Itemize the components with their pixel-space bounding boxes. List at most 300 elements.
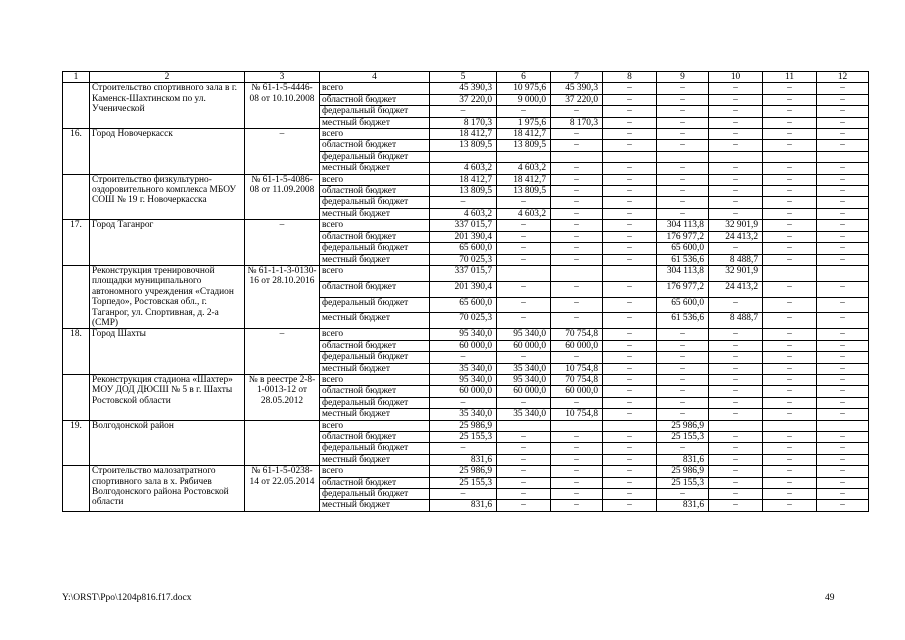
header-cell: 4 <box>320 72 430 83</box>
amount-cell: – <box>497 254 551 265</box>
row-number <box>63 265 90 328</box>
amount-cell: – <box>603 432 657 443</box>
amount-cell: 337 015,7 <box>430 265 497 281</box>
amount-cell: – <box>430 443 497 454</box>
amount-cell: 13 809,5 <box>497 186 551 197</box>
amount-cell: – <box>763 254 817 265</box>
amount-cell: – <box>763 500 817 511</box>
amount-cell: 35 340,0 <box>430 363 497 374</box>
amount-cell: – <box>603 443 657 454</box>
amount-cell: – <box>817 208 869 219</box>
amount-cell: – <box>709 363 763 374</box>
amount-cell: – <box>497 231 551 242</box>
amount-cell: 37 220,0 <box>551 94 603 105</box>
amount-cell: – <box>497 443 551 454</box>
amount-cell: 18 412,7 <box>497 129 551 140</box>
funding-source: областной бюджет <box>320 231 430 242</box>
row-number: 17. <box>63 220 90 266</box>
table-row <box>63 265 869 281</box>
amount-cell: 831,6 <box>430 454 497 465</box>
object-name: Волгодонской район <box>90 420 245 466</box>
amount-cell: – <box>603 340 657 351</box>
amount-cell: 8 170,3 <box>430 117 497 128</box>
expertise-reference: № 61-1-5-0238-14 от 22.05.2014 <box>245 466 320 512</box>
amount-cell: 10 975,6 <box>497 83 551 94</box>
expertise-reference: – <box>245 129 320 175</box>
amount-cell: – <box>763 313 817 329</box>
amount-cell: – <box>763 186 817 197</box>
amount-cell: – <box>709 106 763 117</box>
amount-cell: – <box>603 409 657 420</box>
object-name: Город Таганрог <box>90 220 245 266</box>
row-number: 19. <box>63 420 90 466</box>
amount-cell: – <box>763 281 817 297</box>
amount-cell: – <box>709 443 763 454</box>
amount-cell: – <box>763 117 817 128</box>
amount-cell: – <box>603 363 657 374</box>
amount-cell: – <box>817 466 869 477</box>
amount-cell: – <box>817 83 869 94</box>
amount-cell: 65 600,0 <box>430 297 497 313</box>
amount-cell: – <box>551 129 603 140</box>
row-number: 18. <box>63 329 90 375</box>
funding-source: областной бюджет <box>320 94 430 105</box>
amount-cell: – <box>657 352 709 363</box>
amount-cell: – <box>497 313 551 329</box>
amount-cell <box>817 265 869 281</box>
amount-cell: – <box>551 489 603 500</box>
amount-cell: – <box>817 254 869 265</box>
amount-cell: – <box>763 208 817 219</box>
amount-cell: – <box>817 281 869 297</box>
amount-cell: – <box>657 208 709 219</box>
amount-cell: – <box>709 117 763 128</box>
funding-source: областной бюджет <box>320 186 430 197</box>
amount-cell: – <box>603 477 657 488</box>
row-number <box>63 83 90 129</box>
amount-cell: – <box>603 352 657 363</box>
amount-cell: 1 975,6 <box>497 117 551 128</box>
expertise-reference: № 61-1-1-3-0130-16 от 28.10.2016 <box>245 265 320 328</box>
amount-cell: – <box>430 352 497 363</box>
amount-cell: 4 603,2 <box>430 208 497 219</box>
amount-cell: 201 390,4 <box>430 281 497 297</box>
amount-cell: 304 113,8 <box>657 265 709 281</box>
amount-cell: – <box>551 106 603 117</box>
row-number <box>63 374 90 420</box>
amount-cell: – <box>497 220 551 231</box>
amount-cell: – <box>657 140 709 151</box>
amount-cell: – <box>603 117 657 128</box>
amount-cell: – <box>497 432 551 443</box>
amount-cell: 35 340,0 <box>497 409 551 420</box>
amount-cell <box>763 151 817 162</box>
amount-cell: – <box>551 313 603 329</box>
amount-cell: 24 413,2 <box>709 281 763 297</box>
amount-cell: 25 986,9 <box>657 420 709 431</box>
amount-cell: – <box>603 231 657 242</box>
amount-cell <box>709 151 763 162</box>
amount-cell: – <box>763 432 817 443</box>
header-cell: 3 <box>245 72 320 83</box>
amount-cell: – <box>763 397 817 408</box>
funding-source: федеральный бюджет <box>320 243 430 254</box>
header-cell: 6 <box>497 72 551 83</box>
amount-cell: 10 754,8 <box>551 363 603 374</box>
amount-cell: 35 340,0 <box>497 363 551 374</box>
amount-cell: 60 000,0 <box>497 386 551 397</box>
row-number: 16. <box>63 129 90 175</box>
funding-source: федеральный бюджет <box>320 397 430 408</box>
amount-cell: – <box>657 329 709 340</box>
amount-cell: – <box>657 409 709 420</box>
amount-cell: 337 015,7 <box>430 220 497 231</box>
object-name: Город Шахты <box>90 329 245 375</box>
amount-cell: – <box>551 500 603 511</box>
amount-cell: 831,6 <box>657 454 709 465</box>
funding-source: местный бюджет <box>320 500 430 511</box>
expertise-reference <box>245 420 320 466</box>
amount-cell: 18 412,7 <box>497 174 551 185</box>
funding-source: местный бюджет <box>320 409 430 420</box>
table-row <box>63 129 869 140</box>
amount-cell: 95 340,0 <box>497 374 551 385</box>
row-number <box>63 174 90 220</box>
amount-cell: – <box>657 174 709 185</box>
funding-source: областной бюджет <box>320 386 430 397</box>
amount-cell: – <box>551 477 603 488</box>
amount-cell: – <box>497 281 551 297</box>
funding-source: всего <box>320 220 430 231</box>
funding-source: всего <box>320 174 430 185</box>
amount-cell: – <box>817 117 869 128</box>
amount-cell: – <box>709 297 763 313</box>
funding-source: федеральный бюджет <box>320 489 430 500</box>
amount-cell: – <box>817 163 869 174</box>
object-name: Реконструкция тренировочной площадки муниципального автономного учреждения «Стадион Торпедо», Ростовская обл., г. Таганрог, ул. Спортивная, д. 2-а (СМР) <box>90 265 245 328</box>
amount-cell: – <box>657 363 709 374</box>
amount-cell: 35 340,0 <box>430 409 497 420</box>
amount-cell: – <box>657 340 709 351</box>
amount-cell: – <box>603 500 657 511</box>
table-row <box>63 374 869 385</box>
object-name: Строительство физкультурно-оздоровительного комплекса МБОУ СОШ № 19 г. Новочеркасска <box>90 174 245 220</box>
amount-cell: – <box>817 374 869 385</box>
amount-cell: – <box>763 231 817 242</box>
table-row <box>63 466 869 477</box>
amount-cell: – <box>551 208 603 219</box>
amount-cell: – <box>551 397 603 408</box>
amount-cell: – <box>763 297 817 313</box>
amount-cell: – <box>709 374 763 385</box>
amount-cell: – <box>763 352 817 363</box>
amount-cell: – <box>817 106 869 117</box>
amount-cell: – <box>551 197 603 208</box>
amount-cell: – <box>709 500 763 511</box>
footer-page-number: 49 <box>825 593 835 603</box>
amount-cell: 18 412,7 <box>430 129 497 140</box>
amount-cell: – <box>817 220 869 231</box>
amount-cell: – <box>709 329 763 340</box>
amount-cell: – <box>709 432 763 443</box>
budget-table <box>62 71 869 512</box>
funding-source: местный бюджет <box>320 254 430 265</box>
amount-cell: – <box>497 500 551 511</box>
object-name: Город Новочеркасск <box>90 129 245 175</box>
amount-cell: – <box>817 397 869 408</box>
funding-source: местный бюджет <box>320 117 430 128</box>
object-name: Строительство спортивного зала в г. Каменск-Шахтинском по ул. Ученической <box>90 83 245 129</box>
amount-cell: 25 155,3 <box>430 477 497 488</box>
amount-cell: – <box>657 386 709 397</box>
amount-cell: – <box>763 163 817 174</box>
amount-cell <box>551 420 603 431</box>
amount-cell: – <box>551 254 603 265</box>
amount-cell: 831,6 <box>657 500 709 511</box>
amount-cell: 18 412,7 <box>430 174 497 185</box>
amount-cell: – <box>551 297 603 313</box>
amount-cell: – <box>817 243 869 254</box>
amount-cell: – <box>657 83 709 94</box>
amount-cell: 65 600,0 <box>430 243 497 254</box>
amount-cell: – <box>763 443 817 454</box>
funding-source: всего <box>320 129 430 140</box>
amount-cell: – <box>709 94 763 105</box>
amount-cell: – <box>817 443 869 454</box>
amount-cell: – <box>657 106 709 117</box>
funding-source: федеральный бюджет <box>320 297 430 313</box>
funding-source: федеральный бюджет <box>320 106 430 117</box>
amount-cell: – <box>497 477 551 488</box>
expertise-reference: № в реестре 2-8-1-0013-12 от 28.05.2012 <box>245 374 320 420</box>
amount-cell: 201 390,4 <box>430 231 497 242</box>
amount-cell: – <box>657 94 709 105</box>
amount-cell: – <box>763 220 817 231</box>
expertise-reference: – <box>245 329 320 375</box>
amount-cell: – <box>763 106 817 117</box>
amount-cell: – <box>763 94 817 105</box>
amount-cell: – <box>603 163 657 174</box>
amount-cell: 95 340,0 <box>430 329 497 340</box>
amount-cell: – <box>603 466 657 477</box>
amount-cell: 60 000,0 <box>551 386 603 397</box>
amount-cell <box>430 151 497 162</box>
amount-cell: 831,6 <box>430 500 497 511</box>
header-cell: 1 <box>63 72 90 83</box>
header-cell: 10 <box>709 72 763 83</box>
funding-source: всего <box>320 374 430 385</box>
funding-source: федеральный бюджет <box>320 197 430 208</box>
amount-cell: 8 488,7 <box>709 313 763 329</box>
header-cell: 2 <box>90 72 245 83</box>
amount-cell: – <box>551 243 603 254</box>
table-row <box>63 329 869 340</box>
amount-cell: – <box>817 500 869 511</box>
header-cell: 12 <box>817 72 869 83</box>
amount-cell: – <box>817 477 869 488</box>
table-row <box>63 174 869 185</box>
funding-source: всего <box>320 265 430 281</box>
amount-cell <box>603 151 657 162</box>
footer-file-path: Y:\ORST\Ppo\1204p816.f17.docx <box>62 593 192 603</box>
amount-cell: – <box>497 352 551 363</box>
amount-cell: – <box>603 94 657 105</box>
amount-cell: – <box>763 477 817 488</box>
amount-cell: – <box>657 443 709 454</box>
amount-cell: – <box>817 197 869 208</box>
amount-cell: – <box>817 297 869 313</box>
amount-cell: – <box>763 374 817 385</box>
amount-cell: 176 977,2 <box>657 231 709 242</box>
amount-cell: 25 155,3 <box>657 477 709 488</box>
amount-cell: – <box>430 106 497 117</box>
amount-cell: – <box>763 140 817 151</box>
amount-cell: 60 000,0 <box>551 340 603 351</box>
amount-cell: – <box>817 94 869 105</box>
amount-cell: – <box>817 129 869 140</box>
amount-cell: – <box>603 83 657 94</box>
amount-cell: 25 155,3 <box>430 432 497 443</box>
amount-cell: – <box>497 397 551 408</box>
amount-cell: 176 977,2 <box>657 281 709 297</box>
amount-cell: – <box>817 231 869 242</box>
amount-cell: – <box>497 454 551 465</box>
amount-cell <box>763 265 817 281</box>
header-cell: 9 <box>657 72 709 83</box>
amount-cell: 8 170,3 <box>551 117 603 128</box>
amount-cell: 13 809,5 <box>430 186 497 197</box>
amount-cell: 61 536,6 <box>657 313 709 329</box>
amount-cell: – <box>551 186 603 197</box>
amount-cell: – <box>497 197 551 208</box>
funding-source: областной бюджет <box>320 281 430 297</box>
amount-cell: – <box>657 397 709 408</box>
amount-cell: – <box>817 140 869 151</box>
amount-cell: – <box>603 140 657 151</box>
amount-cell: – <box>430 397 497 408</box>
amount-cell: – <box>551 220 603 231</box>
funding-source: всего <box>320 466 430 477</box>
amount-cell: – <box>603 243 657 254</box>
amount-cell: – <box>497 106 551 117</box>
amount-cell: 70 025,3 <box>430 313 497 329</box>
amount-cell: – <box>497 243 551 254</box>
amount-cell: 95 340,0 <box>497 329 551 340</box>
amount-cell <box>497 265 551 281</box>
funding-source: федеральный бюджет <box>320 352 430 363</box>
amount-cell: – <box>763 129 817 140</box>
amount-cell: – <box>709 477 763 488</box>
funding-source: областной бюджет <box>320 432 430 443</box>
amount-cell: 13 809,5 <box>497 140 551 151</box>
amount-cell: – <box>603 297 657 313</box>
amount-cell: 4 603,2 <box>497 208 551 219</box>
amount-cell: – <box>709 197 763 208</box>
funding-source: федеральный бюджет <box>320 443 430 454</box>
amount-cell: – <box>709 174 763 185</box>
amount-cell: – <box>709 340 763 351</box>
amount-cell: – <box>709 186 763 197</box>
amount-cell: – <box>603 220 657 231</box>
amount-cell <box>551 151 603 162</box>
amount-cell: – <box>551 454 603 465</box>
amount-cell: – <box>709 163 763 174</box>
amount-cell: – <box>603 397 657 408</box>
amount-cell: – <box>763 83 817 94</box>
amount-cell <box>497 420 551 431</box>
amount-cell: – <box>551 432 603 443</box>
amount-cell: – <box>551 163 603 174</box>
amount-cell: – <box>817 313 869 329</box>
amount-cell: – <box>603 281 657 297</box>
amount-cell: – <box>763 454 817 465</box>
amount-cell: – <box>709 489 763 500</box>
amount-cell: – <box>603 208 657 219</box>
expertise-reference: – <box>245 220 320 266</box>
amount-cell: – <box>657 197 709 208</box>
funding-source: всего <box>320 420 430 431</box>
amount-cell: – <box>817 454 869 465</box>
amount-cell: – <box>603 329 657 340</box>
table-row <box>63 83 869 94</box>
amount-cell: 65 600,0 <box>657 243 709 254</box>
funding-source: областной бюджет <box>320 140 430 151</box>
object-name: Строительство малозатратного спортивного зала в х. Рябичев Волгодонского района Ростовской области <box>90 466 245 512</box>
amount-cell: 70 754,8 <box>551 374 603 385</box>
amount-cell: – <box>817 340 869 351</box>
amount-cell: – <box>709 409 763 420</box>
funding-source: местный бюджет <box>320 313 430 329</box>
amount-cell: – <box>657 163 709 174</box>
amount-cell: 60 000,0 <box>497 340 551 351</box>
amount-cell <box>551 265 603 281</box>
amount-cell: 70 754,8 <box>551 329 603 340</box>
amount-cell: – <box>430 489 497 500</box>
amount-cell: – <box>763 174 817 185</box>
amount-cell: 61 536,6 <box>657 254 709 265</box>
amount-cell: 25 986,9 <box>430 420 497 431</box>
amount-cell: 13 809,5 <box>430 140 497 151</box>
table-row <box>63 220 869 231</box>
amount-cell: – <box>603 386 657 397</box>
amount-cell <box>763 420 817 431</box>
amount-cell: – <box>551 443 603 454</box>
funding-source: местный бюджет <box>320 454 430 465</box>
amount-cell: – <box>603 129 657 140</box>
amount-cell: – <box>603 313 657 329</box>
amount-cell: – <box>817 174 869 185</box>
amount-cell: 25 986,9 <box>657 466 709 477</box>
amount-cell: – <box>551 466 603 477</box>
amount-cell: – <box>763 243 817 254</box>
amount-cell: – <box>763 197 817 208</box>
amount-cell: 45 390,3 <box>551 83 603 94</box>
amount-cell: 4 603,2 <box>497 163 551 174</box>
amount-cell: – <box>817 386 869 397</box>
amount-cell: – <box>657 129 709 140</box>
amount-cell: – <box>817 186 869 197</box>
amount-cell: – <box>603 197 657 208</box>
amount-cell: – <box>497 297 551 313</box>
funding-source: местный бюджет <box>320 363 430 374</box>
amount-cell: – <box>763 329 817 340</box>
amount-cell: 9 000,0 <box>497 94 551 105</box>
amount-cell: – <box>709 129 763 140</box>
amount-cell: – <box>497 466 551 477</box>
amount-cell <box>603 265 657 281</box>
amount-cell: – <box>817 363 869 374</box>
amount-cell: – <box>709 466 763 477</box>
